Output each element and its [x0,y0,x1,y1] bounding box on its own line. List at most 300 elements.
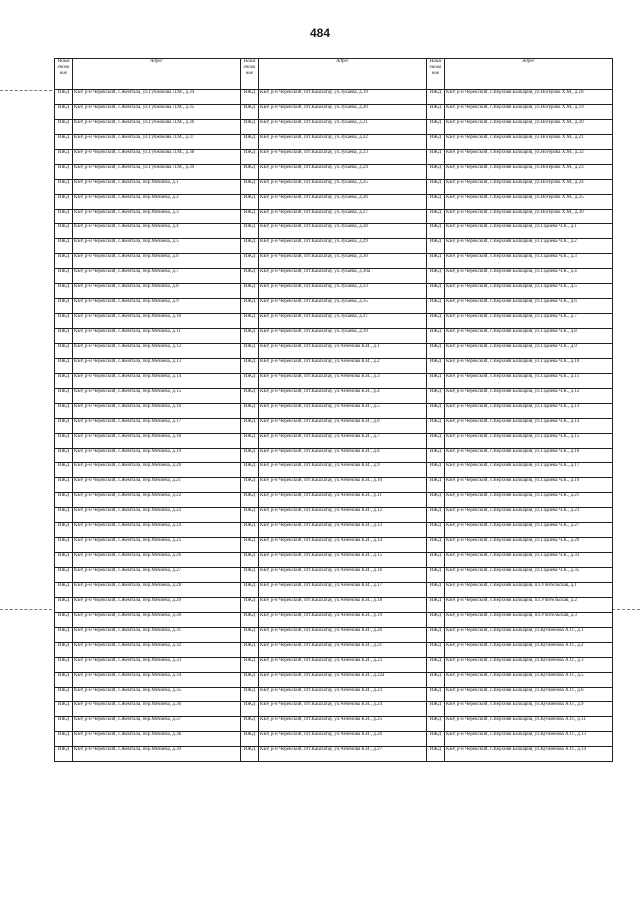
address-cell: КБР, р-н Черекский, с.Верхняя Балкария, ул.Гадиева Ч.К., д.19 [445,478,613,493]
table-row [55,194,613,209]
type-cell: ИЖД [55,642,73,657]
address-cell: КБР, р-н Черекский, пгт.Кашхатау, ул.Чеченова К.И., д.12 [259,508,427,523]
address-cell: КБР, р-н Черекский, пгт.Кашхатау, ул.Зукаева, д.28 [259,224,427,239]
table-row [55,508,613,523]
address-cell: КБР, р-н Черекский, пгт.Кашхатау, ул.Чеченова К.И., д.22 [259,657,427,672]
table-row [55,164,613,179]
address-cell: КБР, р-н Черекский, с.Жемтала, пер.Мечиева, д.12 [73,343,241,358]
address-cell: КБР, р-н Черекский, с.Жемтала, ул.Губжокова Л.М., д.38 [73,149,241,164]
type-cell: ИЖД [241,717,259,732]
header-type-2: Наим енова ние [241,59,259,90]
address-cell: КБР, р-н Черекский, с.Жемтала, пер.Мечиева, д.32 [73,642,241,657]
type-cell: ИЖД [55,149,73,164]
type-cell: ИЖД [55,224,73,239]
type-cell: ИЖД [427,149,445,164]
type-cell: ИЖД [241,448,259,463]
address-cell: КБР, р-н Черекский, с.Верхняя Балкария, ул.Гадиева Ч.К., д.12 [445,388,613,403]
type-cell: ИЖД [427,104,445,119]
type-cell: ИЖД [55,597,73,612]
type-cell: ИЖД [241,388,259,403]
address-cell: КБР, р-н Черекский, с.Жемтала, пер.Мечиева, д.31 [73,627,241,642]
header-address-1: Адрес [73,59,241,90]
type-cell: ИЖД [427,239,445,254]
type-cell: ИЖД [241,179,259,194]
table-row [55,627,613,642]
header-address-3: Адрес [445,59,613,90]
table-row [55,90,613,105]
type-cell: ИЖД [55,523,73,538]
type-cell: ИЖД [55,702,73,717]
address-cell: КБР, р-н Черекский, с.Верхняя Балкария, пл.Учительская, д.2 [445,597,613,612]
type-cell: ИЖД [55,134,73,149]
type-cell: ИЖД [55,239,73,254]
address-cell: КБР, р-н Черекский, с.Верхняя Балкария, ул.Гадиева Ч.К., д.8 [445,329,613,344]
table-row [55,299,613,314]
address-cell: КБР, р-н Черекский, с.Верхняя Балкария, ул.Гадиева Ч.К., д.35 [445,568,613,583]
type-cell: ИЖД [427,90,445,105]
address-cell: КБР, р-н Черекский, пгт.Кашхатау, ул.Зукаева, д.30а [259,269,427,284]
type-cell: ИЖД [241,314,259,329]
address-cell: КБР, р-н Черекский, с.Верхняя Балкария, ул.Ногерова Х.М., д.20 [445,119,613,134]
address-cell: КБР, р-н Черекский, с.Жемтала, пер.Мечиева, д.35 [73,687,241,702]
type-cell: ИЖД [427,343,445,358]
table-body [55,90,613,762]
address-cell: КБР, р-н Черекский, пгт.Кашхатау, ул.Чеченова К.И., д.5 [259,403,427,418]
table-row [55,568,613,583]
type-cell: ИЖД [427,642,445,657]
address-cell: КБР, р-н Черекский, с.Верхняя Балкария, пл.Учительская, д.3 [445,612,613,627]
page-number: 484 [309,26,331,40]
type-cell: ИЖД [427,657,445,672]
address-cell: КБР, р-н Черекский, пгт.Кашхатау, ул.Зукаева, д.21 [259,119,427,134]
type-cell: ИЖД [241,597,259,612]
address-cell: КБР, р-н Черекский, пгт.Кашхатау, ул.Чеченова К.И., д.7 [259,433,427,448]
address-cell: КБР, р-н Черекский, с.Верхняя Балкария, ул.Кучменова А.О., д.6 [445,687,613,702]
table-row [55,597,613,612]
type-cell: ИЖД [427,493,445,508]
table-row [55,553,613,568]
type-cell: ИЖД [427,329,445,344]
type-cell: ИЖД [55,90,73,105]
table-row [55,254,613,269]
address-cell: КБР, р-н Черекский, пгт.Кашхатау, ул.Зукаева, д.37 [259,314,427,329]
address-cell: КБР, р-н Черекский, с.Верхняя Балкария, ул.Кучменова А.О., д.13 [445,732,613,747]
type-cell: ИЖД [241,657,259,672]
type-cell: ИЖД [55,463,73,478]
type-cell: ИЖД [55,687,73,702]
address-cell: КБР, р-н Черекский, пгт.Кашхатау, ул.Чеченова К.И., д.20 [259,627,427,642]
address-cell: КБР, р-н Черекский, пгт.Кашхатау, ул.Чеченова К.И., д.11 [259,493,427,508]
type-cell: ИЖД [427,717,445,732]
address-cell: КБР, р-н Черекский, с.Жемтала, пер.Мечиева, д.39 [73,747,241,762]
table-row [55,388,613,403]
type-cell: ИЖД [427,418,445,433]
type-cell: ИЖД [241,627,259,642]
address-cell: КБР, р-н Черекский, пгт.Кашхатау, ул.Чеченова К.И., д.24 [259,702,427,717]
type-cell: ИЖД [241,403,259,418]
table-row [55,478,613,493]
address-cell: КБР, р-н Черекский, с.Верхняя Балкария, ул.Кучменова А.О., д.3 [445,657,613,672]
type-cell: ИЖД [55,209,73,224]
address-cell: КБР, р-н Черекский, с.Жемтала, пер.Мечиева, д.24 [73,523,241,538]
address-cell: КБР, р-н Черекский, с.Жемтала, пер.Мечиева, д.16 [73,403,241,418]
address-cell: КБР, р-н Черекский, с.Жемтала, пер.Мечиева, д.27 [73,568,241,583]
address-cell: КБР, р-н Черекский, с.Верхняя Балкария, ул.Ногерова Х.М., д.25 [445,194,613,209]
address-cell: КБР, р-н Черекский, пгт.Кашхатау, ул.Чеченова К.И., д.18 [259,597,427,612]
type-cell: ИЖД [55,194,73,209]
type-cell: ИЖД [241,418,259,433]
type-cell: ИЖД [55,373,73,388]
type-cell: ИЖД [427,164,445,179]
type-cell: ИЖД [55,568,73,583]
address-cell: КБР, р-н Черекский, с.Жемтала, ул.Губжокова Л.М., д.39 [73,164,241,179]
type-cell: ИЖД [241,747,259,762]
type-cell: ИЖД [427,358,445,373]
address-cell: КБР, р-н Черекский, с.Жемтала, пер.Мечиева, д.9 [73,299,241,314]
type-cell: ИЖД [55,119,73,134]
address-cell: КБР, р-н Черекский, пгт.Кашхатау, ул.Чеченова К.И., д.22а [259,672,427,687]
type-cell: ИЖД [55,104,73,119]
address-cell: КБР, р-н Черекский, с.Верхняя Балкария, ул.Ногерова Х.М., д.22 [445,149,613,164]
table-row [55,343,613,358]
address-cell: КБР, р-н Черекский, с.Верхняя Балкария, пл.Учительская, д.1 [445,582,613,597]
type-cell: ИЖД [427,478,445,493]
type-cell: ИЖД [55,508,73,523]
type-cell: ИЖД [55,314,73,329]
address-cell: КБР, р-н Черекский, с.Жемтала, пер.Мечиева, д.10 [73,314,241,329]
address-cell: КБР, р-н Черекский, с.Верхняя Балкария, ул.Гадиева Ч.К., д.7 [445,314,613,329]
type-cell: ИЖД [241,164,259,179]
address-cell: КБР, р-н Черекский, пгт.Кашхатау, ул.Чеченова К.И., д.25 [259,717,427,732]
address-cell: КБР, р-н Черекский, с.Верхняя Балкария, ул.Гадиева Ч.К., д.5 [445,284,613,299]
type-cell: ИЖД [427,732,445,747]
type-cell: ИЖД [241,493,259,508]
type-cell: ИЖД [427,284,445,299]
address-cell: КБР, р-н Черекский, с.Верхняя Балкария, ул.Ногерова Х.М., д.30 [445,209,613,224]
address-cell: КБР, р-н Черекский, с.Верхняя Балкария, ул.Гадиева Ч.К., д.1 [445,224,613,239]
type-cell: ИЖД [427,627,445,642]
address-cell: КБР, р-н Черекский, пгт.Кашхатау, ул.Чеченова К.И., д.8 [259,448,427,463]
type-cell: ИЖД [241,119,259,134]
address-cell: КБР, р-н Черекский, с.Верхняя Балкария, ул.Гадиева Ч.К., д.15 [445,433,613,448]
type-cell: ИЖД [427,403,445,418]
address-cell: КБР, р-н Черекский, с.Жемтала, пер.Мечиева, д.18 [73,433,241,448]
address-cell: КБР, р-н Черекский, с.Верхняя Балкария, ул.Гадиева Ч.К., д.13 [445,403,613,418]
address-cell: КБР, р-н Черекский, с.Верхняя Балкария, ул.Гадиева Ч.К., д.29 [445,538,613,553]
address-cell: КБР, р-н Черекский, пгт.Кашхатау, ул.Зукаева, д.27 [259,209,427,224]
address-cell: КБР, р-н Черекский, пгт.Кашхатау, ул.Зукаева, д.22 [259,134,427,149]
type-cell: ИЖД [241,90,259,105]
table-row [55,134,613,149]
table-row [55,582,613,597]
address-cell: КБР, р-н Черекский, с.Жемтала, пер.Мечиева, д.4 [73,224,241,239]
type-cell: ИЖД [241,209,259,224]
address-cell: КБР, р-н Черекский, с.Верхняя Балкария, ул.Гадиева Ч.К., д.17 [445,463,613,478]
type-cell: ИЖД [241,284,259,299]
address-cell: КБР, р-н Черекский, с.Жемтала, пер.Мечиева, д.30 [73,612,241,627]
register-table [54,58,613,762]
type-cell: ИЖД [427,582,445,597]
scan-artifact-line [0,90,52,91]
type-cell: ИЖД [55,582,73,597]
type-cell: ИЖД [55,164,73,179]
type-cell: ИЖД [241,194,259,209]
table-row [55,239,613,254]
type-cell: ИЖД [427,448,445,463]
type-cell: ИЖД [55,448,73,463]
address-cell: КБР, р-н Черекский, с.Жемтала, ул.Губжокова Л.М., д.36 [73,119,241,134]
address-cell: КБР, р-н Черекский, с.Жемтала, пер.Мечиева, д.26 [73,553,241,568]
address-cell: КБР, р-н Черекский, с.Верхняя Балкария, ул.Кучменова А.О., д.14 [445,747,613,762]
type-cell: ИЖД [427,538,445,553]
address-cell: КБР, р-н Черекский, пгт.Кашхатау, ул.Чеченова К.И., д.10 [259,478,427,493]
address-cell: КБР, р-н Черекский, пгт.Кашхатау, ул.Чеченова К.И., д.9 [259,463,427,478]
address-cell: КБР, р-н Черекский, пгт.Кашхатау, ул.Чеченова К.И., д.3 [259,373,427,388]
address-cell: КБР, р-н Черекский, с.Жемтала, пер.Мечиева, д.37 [73,717,241,732]
address-cell: КБР, р-н Черекский, пгт.Кашхатау, ул.Чеченова К.И., д.6 [259,418,427,433]
address-cell: КБР, р-н Черекский, пгт.Кашхатау, ул.Чеченова К.И., д.4 [259,388,427,403]
address-cell: КБР, р-н Черекский, с.Верхняя Балкария, ул.Ногерова Х.М., д.18 [445,90,613,105]
table-row [55,329,613,344]
header-address-2: Адрес [259,59,427,90]
type-cell: ИЖД [241,299,259,314]
table-row [55,717,613,732]
address-cell: КБР, р-н Черекский, с.Жемтала, пер.Мечиева, д.19 [73,448,241,463]
type-cell: ИЖД [241,568,259,583]
type-cell: ИЖД [241,149,259,164]
address-cell: КБР, р-н Черекский, с.Жемтала, пер.Мечиева, д.21 [73,478,241,493]
type-cell: ИЖД [241,329,259,344]
type-cell: ИЖД [427,299,445,314]
address-cell: КБР, р-н Черекский, с.Верхняя Балкария, ул.Гадиева Ч.К., д.6 [445,299,613,314]
table-row [55,224,613,239]
address-cell: КБР, р-н Черекский, пгт.Кашхатау, ул.Зукаева, д.26 [259,194,427,209]
address-cell: КБР, р-н Черекский, с.Верхняя Балкария, ул.Гадиева Ч.К., д.4 [445,269,613,284]
type-cell: ИЖД [55,269,73,284]
address-cell: КБР, р-н Черекский, с.Жемтала, пер.Мечиева, д.17 [73,418,241,433]
type-cell: ИЖД [55,493,73,508]
address-cell: КБР, р-н Черекский, с.Жемтала, пер.Мечиева, д.2 [73,194,241,209]
table-row [55,314,613,329]
type-cell: ИЖД [241,239,259,254]
type-cell: ИЖД [241,702,259,717]
type-cell: ИЖД [241,104,259,119]
address-cell: КБР, р-н Черекский, с.Жемтала, пер.Мечиева, д.3 [73,209,241,224]
type-cell: ИЖД [55,657,73,672]
address-cell: КБР, р-н Черекский, пгт.Кашхатау, ул.Чеченова К.И., д.2 [259,358,427,373]
address-cell: КБР, р-н Черекский, с.Жемтала, ул.Губжокова Л.М., д.37 [73,134,241,149]
type-cell: ИЖД [427,523,445,538]
table-row [55,284,613,299]
type-cell: ИЖД [241,582,259,597]
table-row [55,149,613,164]
type-cell: ИЖД [241,463,259,478]
type-cell: ИЖД [241,358,259,373]
type-cell: ИЖД [55,538,73,553]
address-cell: КБР, р-н Черекский, с.Жемтала, пер.Мечиева, д.29 [73,597,241,612]
table-row [55,612,613,627]
address-cell: КБР, р-н Черекский, с.Жемтала, ул.Губжокова Л.М., д.35 [73,104,241,119]
address-cell: КБР, р-н Черекский, с.Верхняя Балкария, ул.Гадиева Ч.К., д.27 [445,523,613,538]
address-cell: КБР, р-н Черекский, пгт.Кашхатау, ул.Зукаева, д.23 [259,149,427,164]
table-row [55,672,613,687]
type-cell: ИЖД [241,732,259,747]
type-cell: ИЖД [427,553,445,568]
table-row [55,642,613,657]
address-cell: КБР, р-н Черекский, с.Жемтала, пер.Мечиева, д.22 [73,493,241,508]
table-row [55,493,613,508]
type-cell: ИЖД [241,269,259,284]
address-cell: КБР, р-н Черекский, пгт.Кашхатау, ул.Чеченова К.И., д.21 [259,642,427,657]
address-cell: КБР, р-н Черекский, пгт.Кашхатау, ул.Чеченова К.И., д.13 [259,523,427,538]
address-cell: КБР, р-н Черекский, с.Верхняя Балкария, ул.Ногерова Х.М., д.24 [445,179,613,194]
type-cell: ИЖД [427,597,445,612]
type-cell: ИЖД [55,284,73,299]
address-cell: КБР, р-н Черекский, пгт.Кашхатау, ул.Зукаева, д.39 [259,329,427,344]
address-cell: КБР, р-н Черекский, с.Жемтала, пер.Мечиева, д.14 [73,373,241,388]
type-cell: ИЖД [55,388,73,403]
scan-artifact-line [0,609,52,610]
address-cell: КБР, р-н Черекский, с.Жемтала, пер.Мечиева, д.15 [73,388,241,403]
type-cell: ИЖД [241,687,259,702]
type-cell: ИЖД [241,508,259,523]
table-row [55,373,613,388]
type-cell: ИЖД [427,388,445,403]
address-cell: КБР, р-н Черекский, пгт.Кашхатау, ул.Зукаева, д.19 [259,90,427,105]
type-cell: ИЖД [427,747,445,762]
type-cell: ИЖД [55,612,73,627]
table-row [55,538,613,553]
address-cell: КБР, р-н Черекский, с.Жемтала, пер.Мечиева, д.5 [73,239,241,254]
type-cell: ИЖД [241,343,259,358]
type-cell: ИЖД [241,642,259,657]
address-cell: КБР, р-н Черекский, пгт.Кашхатау, ул.Чеченова К.И., д.19 [259,612,427,627]
type-cell: ИЖД [427,134,445,149]
table-row [55,358,613,373]
type-cell: ИЖД [427,612,445,627]
type-cell: ИЖД [427,224,445,239]
type-cell: ИЖД [427,314,445,329]
address-cell: КБР, р-н Черекский, с.Жемтала, пер.Мечиева, д.11 [73,329,241,344]
address-cell: КБР, р-н Черекский, с.Верхняя Балкария, ул.Кучменова А.О., д.2 [445,642,613,657]
address-cell: КБР, р-н Черекский, с.Жемтала, пер.Мечиева, д.6 [73,254,241,269]
address-cell: КБР, р-н Черекский, с.Верхняя Балкария, ул.Кучменова А.О., д.9 [445,702,613,717]
type-cell: ИЖД [427,373,445,388]
address-cell: КБР, р-н Черекский, с.Верхняя Балкария, ул.Ногерова Х.М., д.21 [445,134,613,149]
address-cell: КБР, р-н Черекский, пгт.Кашхатау, ул.Зукаева, д.33 [259,284,427,299]
table-row [55,523,613,538]
address-cell: КБР, р-н Черекский, с.Верхняя Балкария, ул.Гадиева Ч.К., д.23 [445,508,613,523]
address-cell: КБР, р-н Черекский, пгт.Кашхатау, ул.Чеченова К.И., д.14 [259,538,427,553]
type-cell: ИЖД [55,478,73,493]
type-cell: ИЖД [55,343,73,358]
table-row [55,209,613,224]
type-cell: ИЖД [241,224,259,239]
type-cell: ИЖД [55,329,73,344]
type-cell: ИЖД [55,254,73,269]
address-cell: КБР, р-н Черекский, с.Жемтала, пер.Мечиева, д.7 [73,269,241,284]
type-cell: ИЖД [427,179,445,194]
address-cell: КБР, р-н Черекский, пгт.Кашхатау, ул.Зукаева, д.20 [259,104,427,119]
type-cell: ИЖД [427,209,445,224]
type-cell: ИЖД [427,508,445,523]
table-row [55,463,613,478]
address-cell: КБР, р-н Черекский, пгт.Кашхатау, ул.Чеченова К.И., д.17 [259,582,427,597]
address-cell: КБР, р-н Черекский, с.Верхняя Балкария, ул.Гадиева Ч.К., д.3 [445,254,613,269]
type-cell: ИЖД [241,523,259,538]
type-cell: ИЖД [427,702,445,717]
type-cell: ИЖД [55,418,73,433]
type-cell: ИЖД [241,254,259,269]
type-cell: ИЖД [427,433,445,448]
type-cell: ИЖД [55,358,73,373]
table-row [55,104,613,119]
table-row [55,433,613,448]
address-cell: КБР, р-н Черекский, с.Жемтала, пер.Мечиева, д.13 [73,358,241,373]
type-cell: ИЖД [241,134,259,149]
address-cell: КБР, р-н Черекский, пгт.Кашхатау, ул.Зукаева, д.30 [259,254,427,269]
type-cell: ИЖД [55,433,73,448]
address-cell: КБР, р-н Черекский, пгт.Кашхатау, ул.Зукаева, д.25 [259,179,427,194]
address-cell: КБР, р-н Черекский, пгт.Кашхатау, ул.Зукаева, д.24 [259,164,427,179]
address-cell: КБР, р-н Черекский, пгт.Кашхатау, ул.Чеченова К.И., д.23 [259,687,427,702]
address-cell: КБР, р-н Черекский, с.Верхняя Балкария, ул.Ногерова Х.М., д.23 [445,164,613,179]
type-cell: ИЖД [55,717,73,732]
header-type-3: Наим енова ние [427,59,445,90]
table-row [55,119,613,134]
address-cell: КБР, р-н Черекский, с.Жемтала, пер.Мечиева, д.36 [73,702,241,717]
scan-artifact-line [612,609,640,610]
type-cell: ИЖД [55,627,73,642]
table-row [55,702,613,717]
address-cell: КБР, р-н Черекский, с.Верхняя Балкария, ул.Гадиева Ч.К., д.2 [445,239,613,254]
type-cell: ИЖД [55,299,73,314]
type-cell: ИЖД [55,732,73,747]
address-cell: КБР, р-н Черекский, с.Верхняя Балкария, ул.Гадиева Ч.К., д.10 [445,358,613,373]
type-cell: ИЖД [55,672,73,687]
table-row [55,732,613,747]
address-cell: КБР, р-н Черекский, с.Верхняя Балкария, ул.Гадиева Ч.К., д.14 [445,418,613,433]
address-cell: КБР, р-н Черекский, с.Верхняя Балкария, ул.Гадиева Ч.К., д.9 [445,343,613,358]
type-cell: ИЖД [55,403,73,418]
type-cell: ИЖД [241,553,259,568]
table-row [55,269,613,284]
address-cell: КБР, р-н Черекский, пгт.Кашхатау, ул.Зукаева, д.29 [259,239,427,254]
address-cell: КБР, р-н Черекский, с.Верхняя Балкария, ул.Кучменова А.О., д.1 [445,627,613,642]
table-row [55,747,613,762]
address-cell: КБР, р-н Черекский, с.Жемтала, пер.Мечиева, д.1 [73,179,241,194]
address-cell: КБР, р-н Черекский, пгт.Кашхатау, ул.Чеченова К.И., д.1 [259,343,427,358]
address-cell: КБР, р-н Черекский, с.Верхняя Балкария, ул.Кучменова А.О., д.11 [445,717,613,732]
type-cell: ИЖД [241,612,259,627]
address-cell: КБР, р-н Черекский, с.Верхняя Балкария, ул.Кучменова А.О., д.5 [445,672,613,687]
table-row [55,418,613,433]
header-type-1: Наим енова ние [55,59,73,90]
type-cell: ИЖД [55,553,73,568]
type-cell: ИЖД [427,568,445,583]
type-cell: ИЖД [241,538,259,553]
type-cell: ИЖД [241,672,259,687]
type-cell: ИЖД [427,269,445,284]
table-row [55,448,613,463]
address-cell: КБР, р-н Черекский, с.Жемтала, пер.Мечиева, д.8 [73,284,241,299]
address-cell: КБР, р-н Черекский, с.Верхняя Балкария, ул.Гадиева Ч.К., д.11 [445,373,613,388]
address-cell: КБР, р-н Черекский, с.Жемтала, ул.Губжокова Л.М., д.34 [73,90,241,105]
address-cell: КБР, р-н Черекский, с.Жемтала, пер.Мечиева, д.28 [73,582,241,597]
type-cell: ИЖД [241,373,259,388]
address-cell: КБР, р-н Черекский, с.Жемтала, пер.Мечиева, д.23 [73,508,241,523]
type-cell: ИЖД [55,179,73,194]
